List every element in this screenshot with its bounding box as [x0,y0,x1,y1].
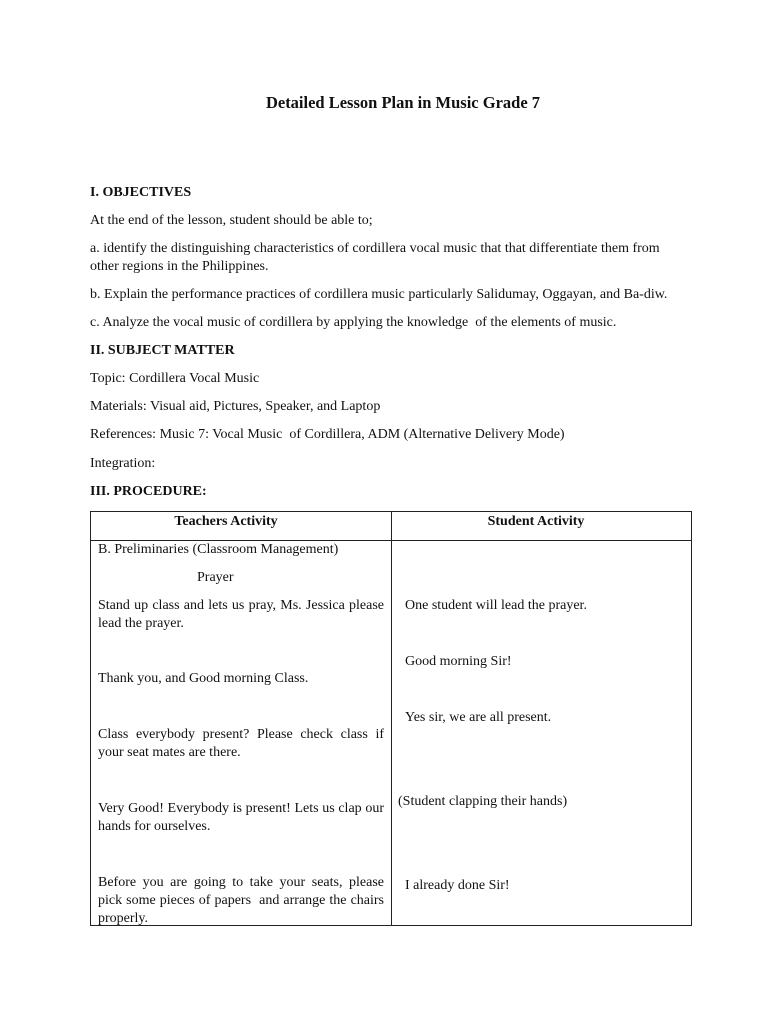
objectives-intro: At the end of the lesson, student should be able to; [90,213,373,228]
subject-references: References: Music 7: Vocal Music of Cordillera, ADM (Alternative Delivery Mode) [90,427,565,442]
student-activity-1: One student will lead the prayer. [405,598,587,613]
objective-item-b: b. Explain the performance practices of cordillera music particularly Salidumay, Oggayan, and Ba-diw. [90,287,668,302]
student-activity-3: Yes sir, we are all present. [405,710,552,725]
subject-materials: Materials: Visual aid, Pictures, Speaker, and Laptop [90,399,381,414]
student-activity-2: Good morning Sir! [405,654,512,669]
prayer-label: Prayer [197,570,234,585]
teacher-column-header: Teachers Activity [174,514,278,529]
student-activity-4: (Student clapping their hands) [398,794,568,809]
document-title: Detailed Lesson Plan in Music Grade 7 [265,93,541,112]
teacher-activity-5: Before you are going to take your seats, please pick some pieces of papers and arrange the chairs properly. [98,875,388,926]
teacher-activity-3: Class everybody present? Please check class if your seat mates are there. [98,727,388,760]
objective-item-a: a. identify the distinguishing characteristics of cordillera vocal music that that differentiate them from other regions in the Philippines. [90,241,664,274]
student-column-header: Student Activity [487,514,585,529]
student-activity-5: I already done Sir! [405,878,510,893]
subject-topic: Topic: Cordillera Vocal Music [90,371,260,386]
preliminaries-label: B. Preliminaries (Classroom Management) [98,542,339,557]
procedure-table [90,511,692,926]
subject-integration: Integration: [90,456,156,471]
column-divider [391,512,392,925]
procedure-heading: III. PROCEDURE: [90,484,207,499]
teacher-activity-1: Stand up class and lets us pray, Ms. Jessica please lead the prayer. [98,598,388,631]
teacher-activity-4: Very Good! Everybody is present! Lets us clap our hands for ourselves. [98,801,388,834]
subject-matter-heading: II. SUBJECT MATTER [90,343,235,358]
teacher-activity-2: Thank you, and Good morning Class. [98,671,309,686]
objectives-heading: I. OBJECTIVES [90,185,192,200]
objective-item-c: c. Analyze the vocal music of cordillera by applying the knowledge of the elements of music. [90,315,617,330]
